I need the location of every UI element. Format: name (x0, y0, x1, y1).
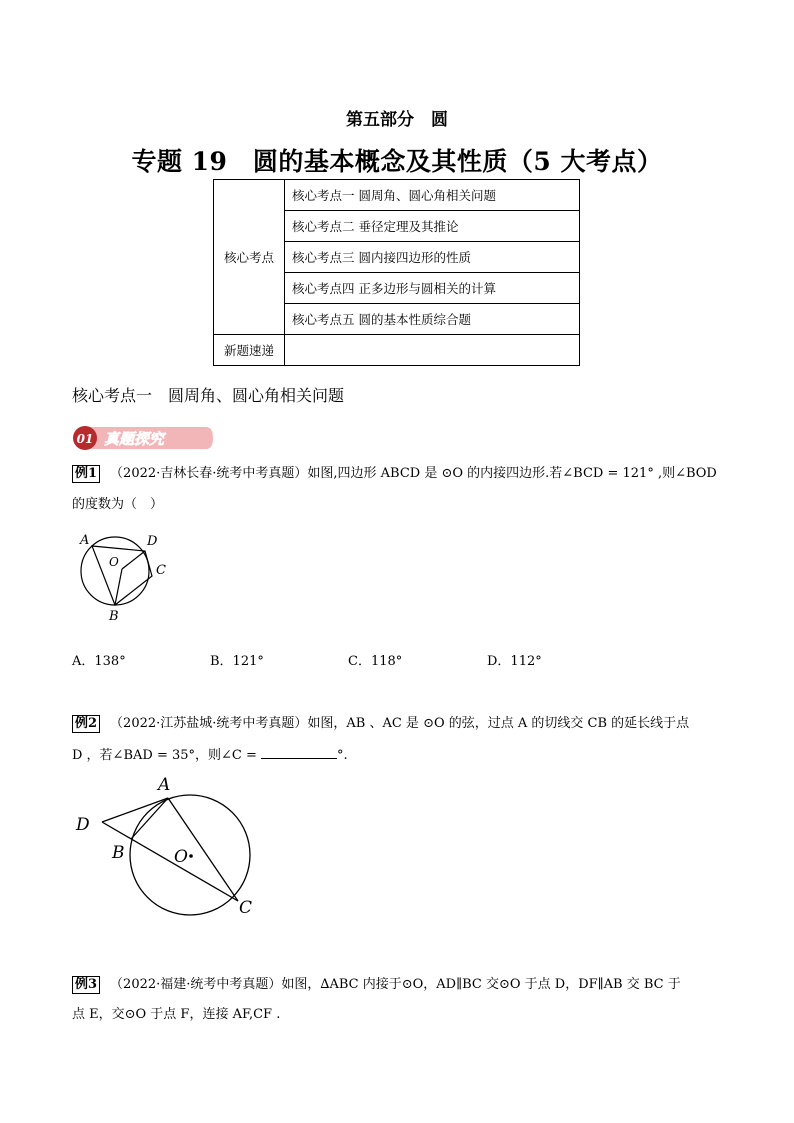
example-3-tag: 例3 (72, 976, 100, 994)
example-2-text-1: （2022·江苏盐城·统考中考真题）如图，AB 、AC 是 ⊙O 的弦，过点 A 的切线交 CB 的延长线于点 (110, 716, 690, 731)
fig2-label-c: C (239, 898, 253, 918)
example-2-text-2b: °. (337, 748, 348, 763)
option-a: A．138° (72, 654, 126, 669)
fig2-label-a: A (158, 775, 171, 795)
fig1-label-a: A (80, 533, 90, 548)
option-b: B．121° (210, 654, 264, 669)
fig1-label-b: B (109, 609, 119, 624)
fig2-label-d: D (76, 815, 90, 835)
example-2-tag: 例2 (72, 715, 100, 733)
fig2-label-b: B (112, 843, 125, 863)
example-1-text-2: 的度数为（ ） (72, 497, 164, 512)
section-title: 核心考点一 圆周角、圆心角相关问题 (72, 386, 345, 405)
banner-number: 01 (76, 432, 94, 446)
banner-text: 真题探究 (104, 430, 165, 448)
example-3-text-1: （2022·福建·统考中考真题）如图，∆ABC 内接于⊙O，AD∥BC 交⊙O 于点 D，DF∥AB 交 BC 于 (110, 977, 681, 992)
toc-item-1: 核心考点一 圆周角、圆心角相关问题 (285, 180, 580, 211)
toc-group-label: 核心考点 (214, 180, 285, 335)
topic-table (213, 179, 580, 366)
example-2-line-1 (72, 712, 689, 733)
fig1-label-d: D (147, 534, 158, 549)
answer-blank[interactable] (261, 746, 337, 759)
toc-extra-value (285, 335, 580, 366)
example-2-line-2 (72, 744, 348, 763)
fig2-label-o: O (174, 847, 188, 867)
fig1-label-o: O (109, 555, 119, 569)
option-d: D．112° (487, 654, 542, 669)
example-1-options (72, 650, 632, 668)
toc-extra-label: 新题速递 (214, 335, 285, 366)
example-2-figure (70, 770, 270, 920)
example-1-text-1: （2022·吉林长春·统考中考真题）如图,四边形 ABCD 是 ⊙O 的内接四边形.若∠BCD = 121° ,则∠BOD (110, 466, 717, 481)
example-1-figure (70, 528, 180, 628)
fig1-label-c: C (156, 563, 166, 578)
example-3-text-2: 点 E，交⊙O 于点 F，连接 AF,CF . (72, 1007, 281, 1022)
section-banner (72, 424, 214, 452)
part-title: 第五部分 圆 (346, 110, 448, 130)
example-1-line-1 (72, 462, 717, 483)
page-title: 专题 19 圆的基本概念及其性质（5 大考点） (131, 147, 663, 176)
toc-item-3: 核心考点三 圆内接四边形的性质 (285, 242, 580, 273)
toc-item-2: 核心考点二 垂径定理及其推论 (285, 211, 580, 242)
example-2-text-2a: D ，若∠BAD = 35°，则∠C = (72, 748, 262, 763)
example-1-tag: 例1 (72, 465, 100, 483)
option-c: C．118° (348, 654, 403, 669)
toc-item-5: 核心考点五 圆的基本性质综合题 (285, 304, 580, 335)
toc-item-4: 核心考点四 正多边形与圆相关的计算 (285, 273, 580, 304)
example-3-line-1 (72, 973, 681, 994)
